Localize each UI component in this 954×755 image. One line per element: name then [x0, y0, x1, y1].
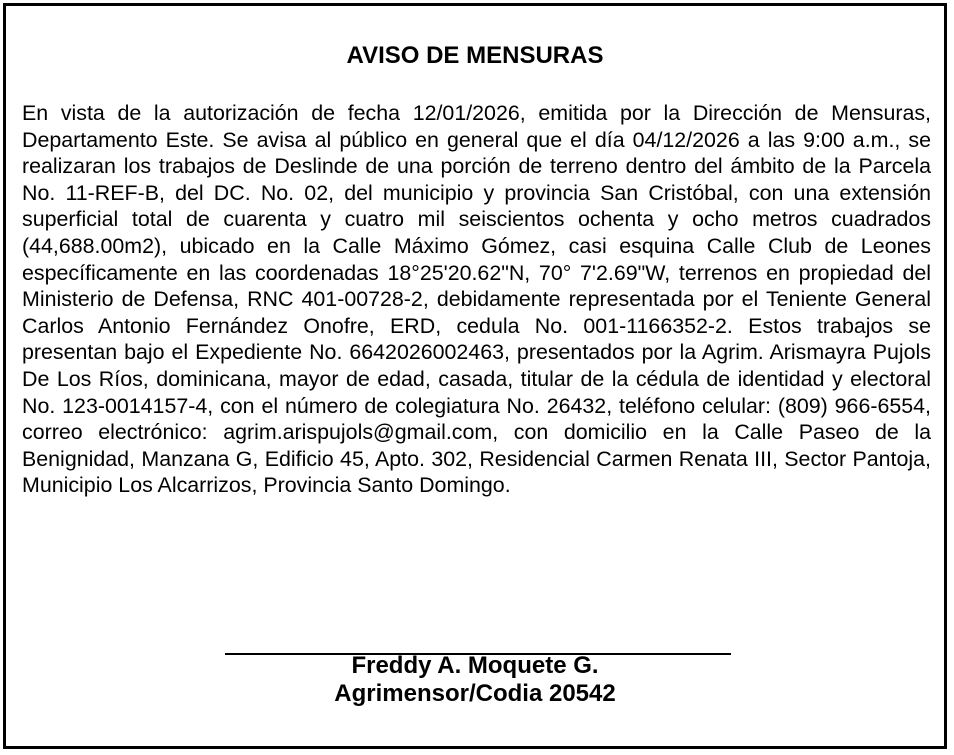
notice-box [3, 3, 947, 749]
notice-body: En vista de la autorización de fecha 12/01/2026, emitida por la Dirección de Mensuras, Departamento Este. Se avisa al público en general que el día 04/12/2026 a las 9:00 a.m., se realizaran los trabajos de Deslinde de una porción de terreno dentro del ámbito de la Parcela No. 11-REF-B, del DC. No. 02, del municipio y provincia San Cristóbal, con una extensión superficial total de cuarenta y cuatro mil seiscientos ochenta y ocho metros cuadrados (44,688.00m2), ubicado en la Calle Máximo Gómez, casi esquina Calle Club de Leones específicamente en las coordenadas 18°25'20.62"N, 70° 7'2.69"W, terrenos en propiedad del Ministerio de Defensa, RNC 401-00728-2, debidamente representada por el Teniente General Carlos Antonio Fernández Onofre, ERD, cedula No. 001-1166352-2. Estos trabajos se presentan bajo el Expediente No. 6642026002463, presentados por la Agrim. Arismayra Pujols De Los Ríos, dominicana, mayor de edad, casada, titular de la cédula de identidad y electoral No. 123-0014157-4, con el número de colegiatura No. 26432, teléfono celular: (809) 966-6554, correo electrónico: agrim.arispujols@gmail.com, con domicilio en la Calle Paseo de la Benignidad, Manzana G, Edificio 45, Apto. 302, Residencial Carmen Renata III, Sector Pantoja, Municipio Los Alcarrizos, Provincia Santo Domingo. [22, 101, 931, 498]
signer-name: Freddy A. Moquete G. [351, 652, 599, 679]
signer-title: Agrimensor/Codia 20542 [334, 680, 616, 707]
notice-title: AVISO DE MENSURAS [346, 42, 604, 69]
